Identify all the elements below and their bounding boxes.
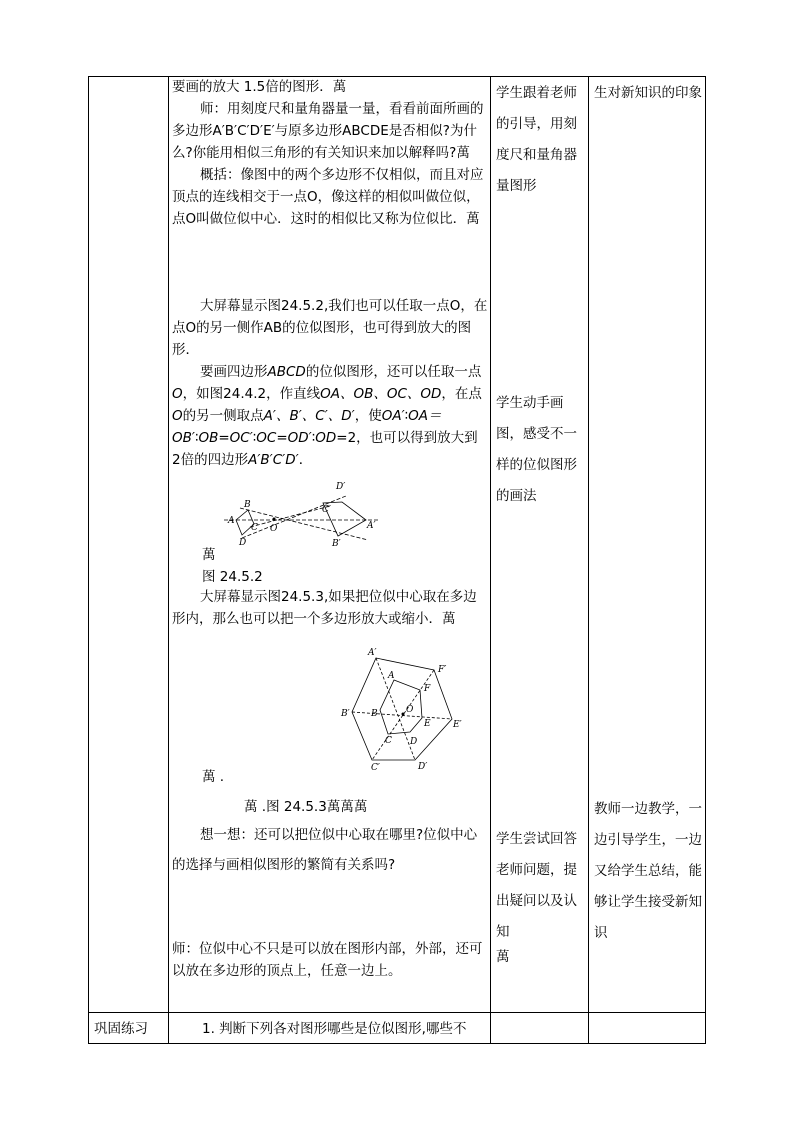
fig2-label-o: O xyxy=(406,705,414,715)
table-row-divider xyxy=(88,1012,706,1013)
paragraph-teacher-center-position: 师：位似中心不只是可以放在图形内部，外部，还可以放在多边形的顶点上，任意一边上。 xyxy=(172,941,483,979)
fig2-label-e-prime: E′ xyxy=(453,720,462,730)
teaching-content-screen-2 xyxy=(172,586,488,630)
column-divider-1 xyxy=(168,76,169,1044)
fig1-label-d-prime: D′ xyxy=(336,482,346,492)
row-label-consolidation: 巩固练习 xyxy=(94,1021,148,1037)
fig2-label-c-prime: C′ xyxy=(371,763,380,771)
table-left-border xyxy=(88,76,89,1044)
student-activity-3-text: 学生尝试回答老师问题，提出疑问以及认知 xyxy=(496,831,577,940)
student-activity-2: 学生动手画图，感受不一样的位似图形的画法 xyxy=(496,395,577,504)
row-consolidation-text: 1. 判断下列各对图形哪些是位似图形,哪些不 xyxy=(202,1021,467,1037)
figure-24-5-2-mark: 萬 xyxy=(202,547,216,563)
student-activity-3-mark: 萬 xyxy=(496,949,510,965)
fig1-label-d: D xyxy=(239,538,247,546)
paragraph-screen-fig-24-5-2: 大屏幕显示图24.5.2,我们也可以任取一点O，在点O的另一侧作AB的位似图形，也可得到放大的图形． xyxy=(172,298,488,358)
teaching-content-top xyxy=(172,76,488,230)
teaching-content-screen-1 xyxy=(172,295,488,471)
student-activity-1: 学生跟着老师的引导，用刻度尺和量角器量图形 xyxy=(496,85,577,194)
fig2-label-a-prime: A′ xyxy=(368,648,377,658)
figure-24-5-3-mark: 萬 . xyxy=(202,769,225,785)
figure-24-5-2-caption-block xyxy=(202,544,402,588)
student-activity-3 xyxy=(496,824,586,966)
paragraph-screen-fig-24-5-3: 大屏幕显示图24.5.3,如果把位似中心取在多边形内，那么也可以把一个多边形放大或缩小．萬 xyxy=(172,589,477,627)
fig2-label-a: A xyxy=(388,671,395,681)
lesson-table xyxy=(88,76,706,1044)
paragraph-summary-homothety: 概括：像图中的两个多边形不仅相似，而且对应顶点的连线相交于一点O，像这样的相似叫做位似，点O叫做位似中心．这时的相似比又称为位似比．萬 xyxy=(172,167,484,227)
fig2-label-d-prime: D′ xyxy=(418,762,428,771)
column-divider-3 xyxy=(588,76,589,1044)
fig1-label-c: C xyxy=(251,523,258,533)
figure-24-5-2-caption: 图 24.5.2 xyxy=(202,569,263,585)
column-divider-2 xyxy=(490,76,491,1044)
paragraph-think-about-it: 想一想：还可以把位似中心取在哪里?位似中心的选择与画相似图形的繁简有关系吗? xyxy=(172,827,478,873)
figure-24-5-2-diagram xyxy=(220,476,380,546)
fig1-label-b: B xyxy=(244,500,251,510)
paragraph-draw-enlarged: 要画的放大 1.5倍的图形．萬 xyxy=(172,79,347,95)
design-intent-2: 教师一边教学，一边引导学生，一边又给学生总结，能够让学生接受新知识 xyxy=(594,801,702,941)
fig2-label-f-prime: F′ xyxy=(438,665,447,675)
teaching-content-teacher-note xyxy=(172,938,488,982)
table-bottom-border xyxy=(88,1043,706,1044)
fig2-label-f: F xyxy=(424,684,431,694)
design-intent-1: 生对新知识的印象 xyxy=(594,85,702,101)
paragraph-teacher-measure: 师：用刻度尺和量角器量一量，看看前面所画的多边形A′B′C′D′E′与原多边形ABCDE是否相似?为什么?你能用相似三角形的有关知识来加以解释吗?萬 xyxy=(172,101,484,161)
fig1-label-b-prime: B′ xyxy=(332,539,341,546)
table-right-border xyxy=(705,76,706,1044)
fig1-label-a-prime: A′ xyxy=(367,521,376,531)
fig1-label-c-prime: C′ xyxy=(322,505,331,515)
fig2-label-b-prime: B′ xyxy=(341,709,350,719)
figure-24-5-3-diagram xyxy=(340,646,480,771)
teaching-content-think xyxy=(172,820,488,880)
fig1-label-o: O xyxy=(270,524,278,534)
fig2-label-e: E xyxy=(424,719,431,729)
fig2-label-b: B xyxy=(371,709,378,719)
fig1-label-a: A xyxy=(228,516,235,526)
paragraph-quadrilateral-construction: 要画四边形ABCD的位似图形，还可以任取一点O，如图24.4.2，作直线OA、OB、OC、OD，在点O的另一侧取点A′、B′、C′、D′，使OA′∶OA＝OB′∶OB=OC′∶OC=OD′∶OD=2，也可以得到放大到 2倍的四边形A′B′C′D′． xyxy=(172,364,482,468)
figure-24-5-3-caption: 萬 .图 24.5.3萬萬萬 xyxy=(244,799,368,815)
fig2-label-d: D xyxy=(410,737,418,747)
fig2-label-c: C xyxy=(385,736,392,746)
